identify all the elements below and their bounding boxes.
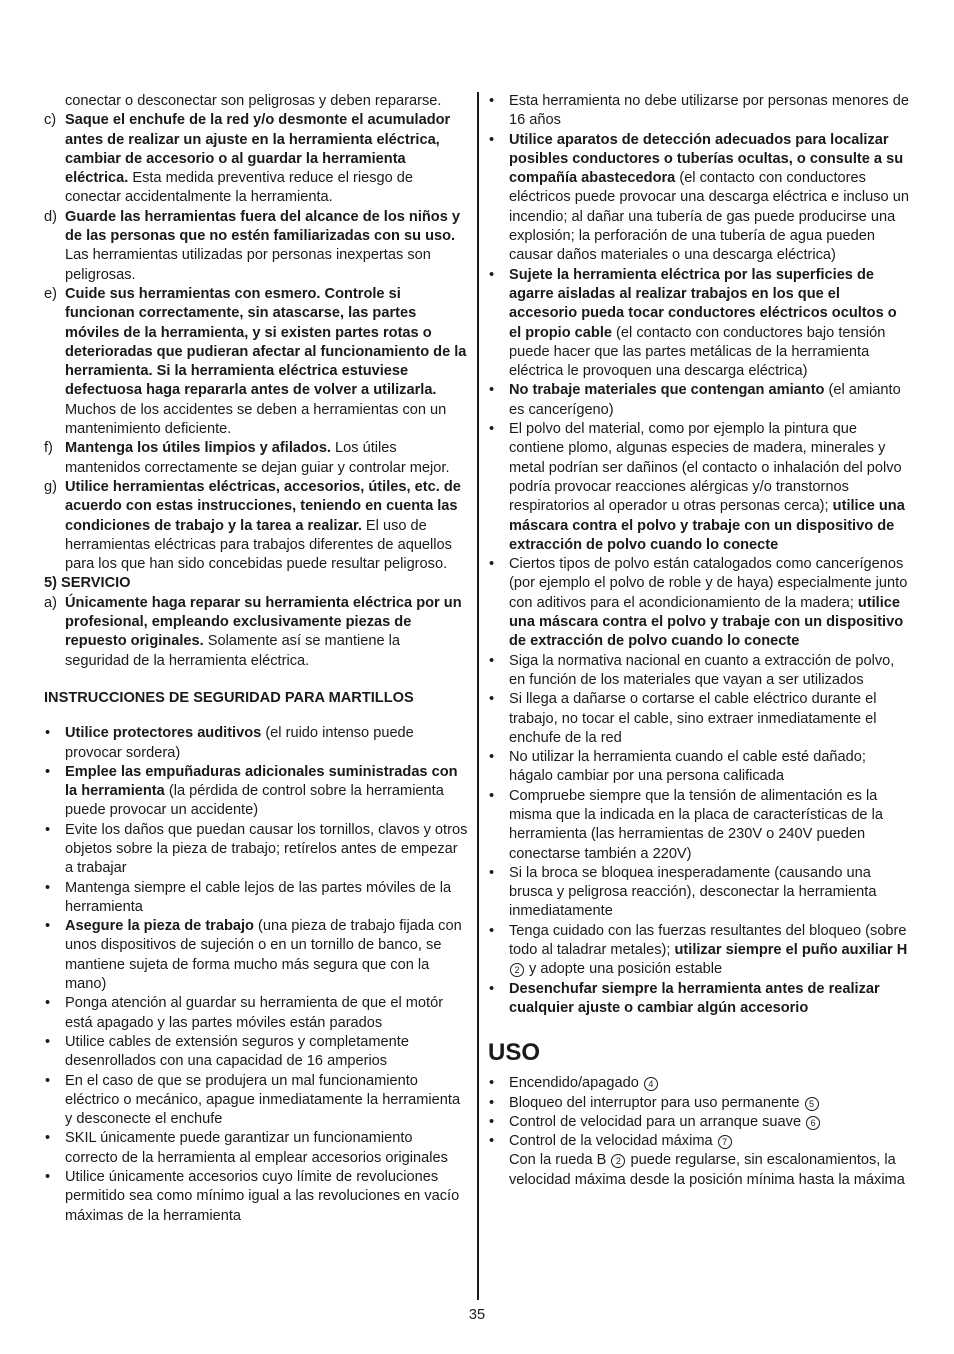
paragraph-text: Tenga cuidado con las fuerzas resultantes del bloqueo (sobre todo al taladrar metales); <box>509 922 907 959</box>
paragraph-text: Control de la velocidad máxima <box>509 1133 713 1150</box>
list-item-a <box>44 594 468 671</box>
bullet-item <box>44 821 468 879</box>
paragraph-text: Con la rueda B <box>509 1152 607 1169</box>
bullet-item <box>44 763 468 821</box>
list-marker: c) <box>44 112 57 129</box>
bold-text: utilice una máscara contra el polvo y trabaje con un dispositivo de extracción de polvo cuando lo conecte <box>509 594 904 650</box>
reference-number-circle: 7 <box>718 1135 732 1149</box>
bullet-item <box>44 1072 468 1130</box>
bold-text: No trabaje materiales que contengan amianto <box>509 382 825 399</box>
bullet-item <box>488 652 912 691</box>
list-marker: g) <box>44 478 57 495</box>
bullet-item <box>488 92 912 131</box>
paragraph-text: (el contacto con conductores bajo tensión puede hacer que las partes metálicas de la herramienta eléctrica le provoquen una descarga eléctrica) <box>509 324 886 380</box>
paragraph-text: En el caso de que se produjera un mal funcionamiento eléctrico o mecánico, apague inmediatamente la herramienta y desconecte el enchufe <box>65 1072 461 1128</box>
bold-text: Utilice protectores auditivos <box>65 725 262 742</box>
bullet-item <box>488 381 912 420</box>
paragraph-text: conectar o desconectar son peligrosas y deben repararse. <box>65 93 442 109</box>
bullet-item <box>488 922 912 980</box>
list-item-c <box>44 111 468 207</box>
paragraph-text: Muchos de los accidentes se deben a herramientas con un mantenimiento deficiente. <box>65 401 447 438</box>
uso-item <box>488 1074 912 1093</box>
reference-number-circle: 4 <box>644 1077 658 1091</box>
list-item-f <box>44 439 468 478</box>
paragraph-text: Ponga atención al guardar su herramienta de que el motór está apagado y las partes móviles están parados <box>65 995 444 1031</box>
bullet-item <box>44 1129 468 1168</box>
bullet-item <box>488 131 912 266</box>
bold-text: utilice una máscara contra el polvo y trabaje con un dispositivo de extracción de polvo cuando lo conecte <box>509 498 905 553</box>
paragraph-text: Las herramientas utilizadas por personas inexpertas son peligrosas. <box>65 247 431 283</box>
bullet-item <box>44 1168 468 1226</box>
page-number: 35 <box>468 1307 486 1323</box>
bullet-item <box>488 690 912 748</box>
bullet-item <box>488 266 912 382</box>
bold-text: Utilice herramientas eléctricas, accesorios, útiles, etc. de acuerdo con estas instrucciones, teniendo en cuenta las condiciones de trabajo y la tarea a realizar. <box>65 478 461 534</box>
paragraph-text: Bloqueo del interruptor para uso permanente <box>509 1094 800 1111</box>
list-marker: e) <box>44 285 57 302</box>
uso-list <box>488 1074 912 1190</box>
paragraph-text: (el amianto es cancerígeno) <box>509 382 901 418</box>
bullet-item <box>488 787 912 864</box>
section-title-uso: USO <box>488 1039 541 1067</box>
bold-text: Saque el enchufe de la red y/o desmonte el acumulador antes de realizar un ajuste en la herramienta eléctrica, cambiar de accesorio o al guardar la herramienta eléctrica. <box>65 112 451 187</box>
paragraph-text: (una pieza de trabajo fijada con unos dispositivos de sujeción o en un tornillo de banco, se mantiene sujeta de forma mucho más segura que con la mano) <box>65 918 462 993</box>
bullet-item <box>488 420 912 555</box>
list-item-e <box>44 285 468 439</box>
paragraph-text: Control de velocidad para un arranque suave <box>509 1113 802 1130</box>
paragraph-text: Los útiles mantenidos correctamente se dejan guiar y controlar mejor. <box>65 440 450 476</box>
list-marker: a) <box>44 594 57 611</box>
bullet-item <box>44 724 468 763</box>
bullet-item <box>44 879 468 918</box>
bold-text: Sujete la herramienta eléctrica por las superficies de agarre aisladas al realizar trabajos en los que el accesorio pueda tocar conductores eléctricos ocultos o el propio cable <box>509 266 897 341</box>
list-item-d <box>44 208 468 285</box>
bold-text: utilizar siempre el puño auxiliar H <box>670 942 908 959</box>
bold-text: Mantenga los útiles limpios y afilados. <box>65 440 331 457</box>
column-divider <box>477 92 479 1300</box>
list-item <box>44 92 468 111</box>
paragraph-text: Siga la normativa nacional en cuanto a extracción de polvo, en función de los materiales que vayan a ser utilizados <box>509 652 895 688</box>
left-column <box>44 92 468 1226</box>
paragraph-text: SKIL únicamente puede garantizar un funcionamiento correcto de la herramienta al emplear accesorios originales <box>65 1130 448 1166</box>
section-heading-martillos: INSTRUCCIONES DE SEGURIDAD PARA MARTILLOS <box>44 689 414 706</box>
bullet-item <box>488 980 912 1019</box>
paragraph-text: No utilizar la herramienta cuando el cable esté dañado; hágalo cambiar por una persona calificada <box>509 749 866 785</box>
list-marker: d) <box>44 208 57 225</box>
bullet-item <box>488 748 912 787</box>
section-heading-servicio: 5) SERVICIO <box>44 575 131 592</box>
uso-item <box>488 1113 912 1132</box>
paragraph-text: (el contacto con conductores eléctricos puede provocar una descarga eléctrica e incluso un incendio; al dañar una tubería de gas puede producirse una explosión; la perforación de una tubería de agua pueden causar daños materiales o una descarga eléctrica) <box>509 170 909 264</box>
paragraph-text: Encendido/apagado <box>509 1075 639 1092</box>
list-marker: f) <box>44 440 53 457</box>
paragraph-text: Si llega a dañarse o cortarse el cable eléctrico durante el trabajo, no tocar el cable, sino extraer inmediatamente el enchufe de la red <box>509 691 877 746</box>
bold-text: Cuide sus herramientas con esmero. Controle si funcionan correctamente, sin atascarse, las partes móviles de la herramienta, y si existen partes rotas o deterioradas que pudieran afectar al funcionamiento de la herramienta. Si la herramienta eléctrica estuviese defectuosa haga repararla antes de volver a utilizarla. <box>65 285 467 399</box>
list-item-g <box>44 478 468 574</box>
reference-number-circle: 2 <box>611 1154 625 1168</box>
uso-item <box>488 1132 912 1151</box>
bold-text: Utilice aparatos de detección adecuados para localizar posibles conductores o tuberías ocultas, o consulte a su compañía abastecedora <box>509 131 904 187</box>
safety-bullet-list <box>44 724 468 1226</box>
bold-text: Guarde las herramientas fuera del alcance de los niños y de las personas que no estén familiarizadas con su uso. <box>65 208 461 245</box>
paragraph-text: Compruebe siempre que la tensión de alimentación es la misma que la indicada en la placa de características de la herramienta (las herramientas de 230V o 240V pueden conectarse también a 220V) <box>509 787 883 862</box>
paragraph-text: Si la broca se bloquea inesperadamente (causando una brusca y peligrosa reacción), desconectar la herramienta inmediatamente <box>509 864 877 920</box>
bullet-item <box>44 994 468 1033</box>
reference-number-circle: 2 <box>510 963 524 977</box>
paragraph-text: Evite los daños que puedan causar los tornillos, clavos y otros objetos sobre la pieza de trabajo; retírelos antes de empezar a trabajar <box>65 821 468 877</box>
uso-item-continuation <box>488 1151 912 1190</box>
paragraph-text: El polvo del material, como por ejemplo la pintura que contiene plomo, algunas especies de madera, minerales y metal podrían ser dañinos (el contacto o inhalación del polvo podría provocar reacciones alérgicas y/o transtornos respiratorios al operador u otras personas cerca); <box>509 421 902 515</box>
bold-text: Desenchufar siempre la herramienta antes de realizar cualquier ajuste o cambiar algún accesorio <box>509 980 880 1016</box>
paragraph-text: Esta herramienta no debe utilizarse por personas menores de 16 años <box>509 93 909 129</box>
right-column <box>488 92 912 1190</box>
reference-number-circle: 6 <box>806 1116 820 1130</box>
bullet-item <box>488 555 912 651</box>
paragraph-text: (la pérdida de control sobre la herramienta puede provocar un accidente) <box>65 783 444 819</box>
bullet-item <box>44 1033 468 1072</box>
bold-text: Únicamente haga reparar su herramienta eléctrica por un profesional, empleando exclusivamente piezas de repuesto originales. <box>65 594 462 650</box>
paragraph-text: Esta medida preventiva reduce el riesgo de conectar accidentalmente la herramienta. <box>65 170 414 206</box>
bullet-item <box>44 917 468 994</box>
paragraph-text: Utilice cables de extensión seguros y completamente desenrollados con una capacidad de 16 amperios <box>65 1033 409 1070</box>
reference-number-circle: 5 <box>805 1097 819 1111</box>
paragraph-text: y adopte una posición estable <box>525 961 723 978</box>
paragraph-text: Solamente así se mantiene la seguridad de la herramienta eléctrica. <box>65 633 401 669</box>
uso-item <box>488 1094 912 1113</box>
paragraph-text: (el ruido intenso puede provocar sordera) <box>65 725 414 761</box>
bold-text: Asegure la pieza de trabajo <box>65 918 254 935</box>
paragraph-text: puede regularse, sin escalonamientos, la velocidad máxima desde la posición mínima hasta la máxima <box>509 1152 905 1188</box>
paragraph-text: Ciertos tipos de polvo están catalogados como cancerígenos (por ejemplo el polvo de roble y de haya) especialmente junto con aditivos para el acondicionamiento de la madera; <box>509 556 908 611</box>
paragraph-text: Mantenga siempre el cable lejos de las partes móviles de la herramienta <box>65 879 452 915</box>
paragraph-text: Utilice únicamente accesorios cuyo límite de revoluciones permitido sea como mínimo igual a las revoluciones en vacío máximas de la herramienta <box>65 1169 460 1224</box>
bold-text: Emplee las empuñaduras adicionales suministradas con la herramienta <box>65 763 458 800</box>
paragraph-text: El uso de herramientas eléctricas para trabajos diferentes de aquellos para los que han sido concebidas puede resultar peligroso. <box>65 517 452 573</box>
bullet-item <box>488 864 912 922</box>
